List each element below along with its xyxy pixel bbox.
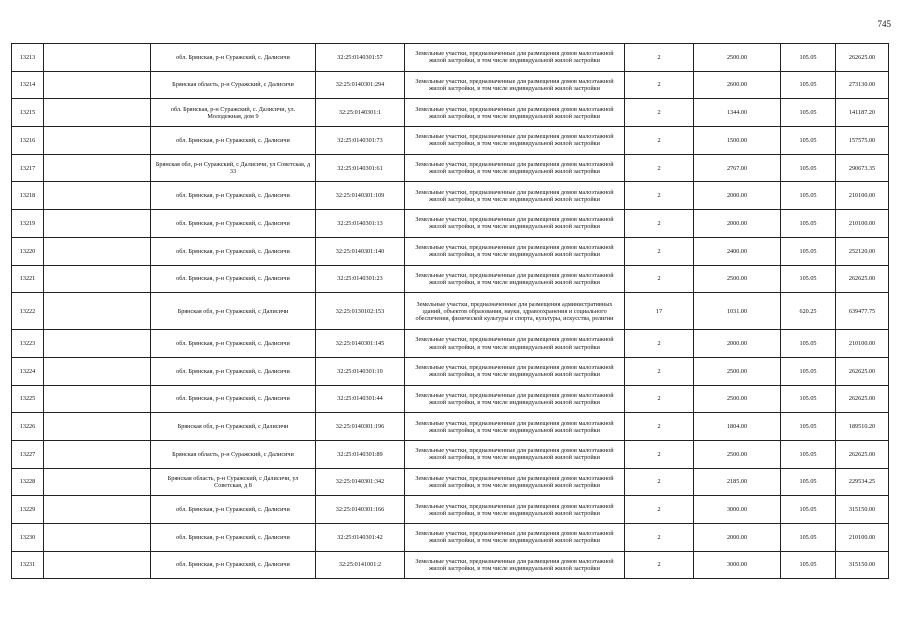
group-cell: 2: [625, 265, 694, 293]
land-purpose-cell: Земельные участки, предназначенные для размещения домов малоэтажной жилой застройки, в том числе индивидуальной жилой застройки: [405, 330, 625, 358]
table-row: [12, 385, 889, 413]
table-row: [12, 127, 889, 155]
group-cell: 2: [625, 496, 694, 524]
cadastral-value-cell: 315150.00: [836, 551, 889, 579]
group-cell: 17: [625, 293, 694, 330]
specific-value-cell: 105.05: [781, 496, 836, 524]
blank-cell: [44, 468, 151, 496]
blank-cell: [44, 551, 151, 579]
cadastral-number-cell: 32:25:0140301:294: [316, 71, 405, 99]
row-number-cell: 13230: [12, 524, 44, 552]
row-number-cell: 13225: [12, 385, 44, 413]
cadastral-value-cell: 290673.35: [836, 154, 889, 182]
area-cell: 2600.00: [694, 71, 781, 99]
area-cell: 2500.00: [694, 385, 781, 413]
cadastral-value-cell: 262625.00: [836, 357, 889, 385]
specific-value-cell: 105.05: [781, 357, 836, 385]
blank-cell: [44, 524, 151, 552]
area-cell: 2500.00: [694, 265, 781, 293]
address-cell: Брянская обл, р-н Суражский, с Далисичи: [151, 413, 316, 441]
address-cell: обл. Брянская, р-н Суражский, с. Далисичи: [151, 496, 316, 524]
area-cell: 2500.00: [694, 357, 781, 385]
row-number-cell: 13215: [12, 99, 44, 127]
table-row: [12, 496, 889, 524]
blank-cell: [44, 71, 151, 99]
land-purpose-cell: Земельные участки, предназначенные для размещения домов малоэтажной жилой застройки, в том числе индивидуальной жилой застройки: [405, 496, 625, 524]
blank-cell: [44, 496, 151, 524]
blank-cell: [44, 210, 151, 238]
area-cell: 2500.00: [694, 44, 781, 72]
group-cell: 2: [625, 551, 694, 579]
land-purpose-cell: Земельные участки, предназначенные для размещения домов малоэтажной жилой застройки, в том числе индивидуальной жилой застройки: [405, 127, 625, 155]
area-cell: 2000.00: [694, 210, 781, 238]
table-row: [12, 265, 889, 293]
cadastral-number-cell: 32:25:0140301:145: [316, 330, 405, 358]
blank-cell: [44, 154, 151, 182]
cadastral-value-cell: 157575.00: [836, 127, 889, 155]
table-row: [12, 237, 889, 265]
cadastral-number-cell: 32:25:0140301:196: [316, 413, 405, 441]
cadastral-number-cell: 32:25:0140301:140: [316, 237, 405, 265]
area-cell: 1031.00: [694, 293, 781, 330]
blank-cell: [44, 293, 151, 330]
table-row: [12, 210, 889, 238]
blank-cell: [44, 182, 151, 210]
table-row: [12, 182, 889, 210]
specific-value-cell: 105.05: [781, 210, 836, 238]
cadastral-number-cell: 32:25:0140301:44: [316, 385, 405, 413]
blank-cell: [44, 357, 151, 385]
specific-value-cell: 105.05: [781, 99, 836, 127]
cadastral-number-cell: 32:25:0140301:10: [316, 357, 405, 385]
group-cell: 2: [625, 210, 694, 238]
cadastral-value-cell: 262625.00: [836, 265, 889, 293]
area-cell: 3000.00: [694, 496, 781, 524]
table-row: [12, 71, 889, 99]
group-cell: 2: [625, 99, 694, 127]
row-number-cell: 13220: [12, 237, 44, 265]
specific-value-cell: 105.05: [781, 127, 836, 155]
cadastral-value-cell: 262625.00: [836, 385, 889, 413]
area-cell: 2185.00: [694, 468, 781, 496]
table-row: [12, 154, 889, 182]
address-cell: Брянская обл, р-н Суражский, с Далисичи: [151, 293, 316, 330]
land-purpose-cell: Земельные участки, предназначенные для размещения домов малоэтажной жилой застройки, в том числе индивидуальной жилой застройки: [405, 265, 625, 293]
cadastral-number-cell: 32:25:0140301:57: [316, 44, 405, 72]
specific-value-cell: 105.05: [781, 440, 836, 468]
area-cell: 1344.00: [694, 99, 781, 127]
area-cell: 2000.00: [694, 524, 781, 552]
table-row: [12, 524, 889, 552]
address-cell: обл. Брянская, р-н Суражский, с. Далисичи: [151, 237, 316, 265]
group-cell: 2: [625, 154, 694, 182]
row-number-cell: 13217: [12, 154, 44, 182]
row-number-cell: 13228: [12, 468, 44, 496]
specific-value-cell: 105.05: [781, 413, 836, 441]
table-row: [12, 357, 889, 385]
cadastral-number-cell: 32:25:0140301:23: [316, 265, 405, 293]
cadastral-value-cell: 210100.00: [836, 330, 889, 358]
blank-cell: [44, 440, 151, 468]
land-purpose-cell: Земельные участки, предназначенные для размещения домов малоэтажной жилой застройки, в том числе индивидуальной жилой застройки: [405, 385, 625, 413]
row-number-cell: 13227: [12, 440, 44, 468]
specific-value-cell: 105.05: [781, 71, 836, 99]
group-cell: 2: [625, 413, 694, 441]
cadastral-number-cell: 32:25:0140301:1: [316, 99, 405, 127]
cadastral-number-cell: 32:25:0140301:89: [316, 440, 405, 468]
land-purpose-cell: Земельные участки, предназначенные для размещения домов малоэтажной жилой застройки, в том числе индивидуальной жилой застройки: [405, 44, 625, 72]
land-purpose-cell: Земельные участки, предназначенные для размещения домов малоэтажной жилой застройки, в том числе индивидуальной жилой застройки: [405, 99, 625, 127]
cadastral-value-cell: 141187.20: [836, 99, 889, 127]
row-number-cell: 13219: [12, 210, 44, 238]
land-purpose-cell: Земельные участки, предназначенные для размещения домов малоэтажной жилой застройки, в том числе индивидуальной жилой застройки: [405, 413, 625, 441]
cadastral-value-cell: 273130.00: [836, 71, 889, 99]
address-cell: Брянская область, р-н Суражский, с Далисичи: [151, 440, 316, 468]
row-number-cell: 13222: [12, 293, 44, 330]
blank-cell: [44, 385, 151, 413]
address-cell: обл. Брянская, р-н Суражский, с. Далисичи: [151, 357, 316, 385]
specific-value-cell: 105.05: [781, 524, 836, 552]
land-purpose-cell: Земельные участки, предназначенные для размещения домов малоэтажной жилой застройки, в том числе индивидуальной жилой застройки: [405, 182, 625, 210]
row-number-cell: 13214: [12, 71, 44, 99]
area-cell: 2000.00: [694, 330, 781, 358]
blank-cell: [44, 413, 151, 441]
cadastral-number-cell: 32:25:0140301:73: [316, 127, 405, 155]
table-row: [12, 468, 889, 496]
land-purpose-cell: Земельные участки, предназначенные для размещения домов малоэтажной жилой застройки, в том числе индивидуальной жилой застройки: [405, 71, 625, 99]
row-number-cell: 13226: [12, 413, 44, 441]
group-cell: 2: [625, 524, 694, 552]
table-row: [12, 330, 889, 358]
cadastral-number-cell: 32:25:0141001:2: [316, 551, 405, 579]
specific-value-cell: 105.05: [781, 265, 836, 293]
cadastral-value-cell: 639477.75: [836, 293, 889, 330]
blank-cell: [44, 265, 151, 293]
group-cell: 2: [625, 330, 694, 358]
cadastral-value-cell: 210100.00: [836, 210, 889, 238]
row-number-cell: 13231: [12, 551, 44, 579]
table-row: [12, 99, 889, 127]
specific-value-cell: 105.05: [781, 237, 836, 265]
table-body: [12, 44, 889, 579]
table-row: [12, 440, 889, 468]
cadastral-number-cell: 32:25:0140301:166: [316, 496, 405, 524]
address-cell: обл. Брянская, р-н Суражский, с. Далисичи: [151, 182, 316, 210]
table-row: [12, 293, 889, 330]
group-cell: 2: [625, 127, 694, 155]
row-number-cell: 13218: [12, 182, 44, 210]
land-purpose-cell: Земельные участки, предназначенные для размещения административных зданий, объектов образования, науки, здравоохранения и социального обеспечения, физической культуры и спорта, культуры, искусства, религии: [405, 293, 625, 330]
group-cell: 2: [625, 357, 694, 385]
group-cell: 2: [625, 44, 694, 72]
area-cell: 2767.00: [694, 154, 781, 182]
land-purpose-cell: Земельные участки, предназначенные для размещения домов малоэтажной жилой застройки, в том числе индивидуальной жилой застройки: [405, 154, 625, 182]
row-number-cell: 13224: [12, 357, 44, 385]
specific-value-cell: 105.05: [781, 154, 836, 182]
address-cell: обл. Брянская, р-н Суражский, с. Далисичи: [151, 44, 316, 72]
cadastral-value-cell: 189510.20: [836, 413, 889, 441]
specific-value-cell: 105.05: [781, 385, 836, 413]
area-cell: 2500.00: [694, 440, 781, 468]
row-number-cell: 13213: [12, 44, 44, 72]
address-cell: обл. Брянская, р-н Суражский, с. Далисичи: [151, 385, 316, 413]
cadastral-value-cell: 315150.00: [836, 496, 889, 524]
specific-value-cell: 105.05: [781, 182, 836, 210]
address-cell: обл. Брянская, р-н Суражский, с. Далисичи: [151, 127, 316, 155]
row-number-cell: 13223: [12, 330, 44, 358]
specific-value-cell: 105.05: [781, 44, 836, 72]
cadastral-number-cell: 32:25:0140301:13: [316, 210, 405, 238]
blank-cell: [44, 99, 151, 127]
land-purpose-cell: Земельные участки, предназначенные для размещения домов малоэтажной жилой застройки, в том числе индивидуальной жилой застройки: [405, 551, 625, 579]
table-row: [12, 413, 889, 441]
cadastral-value-cell: 210100.00: [836, 524, 889, 552]
cadastral-value-cell: 210100.00: [836, 182, 889, 210]
address-cell: обл. Брянская, р-н Суражский, с. Далисичи, ул. Молодежная, дом 9: [151, 99, 316, 127]
cadastral-value-cell: 229534.25: [836, 468, 889, 496]
blank-cell: [44, 330, 151, 358]
address-cell: Брянская область, р-н Суражский, с Далисичи, ул Советская, д 8: [151, 468, 316, 496]
address-cell: обл. Брянская, р-н Суражский, с. Далисичи: [151, 330, 316, 358]
group-cell: 2: [625, 71, 694, 99]
land-purpose-cell: Земельные участки, предназначенные для размещения домов малоэтажной жилой застройки, в том числе индивидуальной жилой застройки: [405, 237, 625, 265]
land-purpose-cell: Земельные участки, предназначенные для размещения домов малоэтажной жилой застройки, в том числе индивидуальной жилой застройки: [405, 524, 625, 552]
area-cell: 1804.00: [694, 413, 781, 441]
cadastral-number-cell: 32:25:0130102:153: [316, 293, 405, 330]
cadastral-value-table: [11, 43, 889, 579]
table-row: [12, 551, 889, 579]
address-cell: обл. Брянская, р-н Суражский, с. Далисичи: [151, 265, 316, 293]
cadastral-value-cell: 252120.00: [836, 237, 889, 265]
area-cell: 1500.00: [694, 127, 781, 155]
address-cell: Брянская обл, р-н Суражский, с Далисичи, ул Советская, д 33: [151, 154, 316, 182]
specific-value-cell: 620.25: [781, 293, 836, 330]
row-number-cell: 13221: [12, 265, 44, 293]
address-cell: обл. Брянская, р-н Суражский, с. Далисичи: [151, 524, 316, 552]
land-purpose-cell: Земельные участки, предназначенные для размещения домов малоэтажной жилой застройки, в том числе индивидуальной жилой застройки: [405, 468, 625, 496]
blank-cell: [44, 44, 151, 72]
table-row: [12, 44, 889, 72]
row-number-cell: 13229: [12, 496, 44, 524]
specific-value-cell: 105.05: [781, 468, 836, 496]
address-cell: Брянская область, р-н Суражский, с Далисичи: [151, 71, 316, 99]
cadastral-value-cell: 262625.00: [836, 440, 889, 468]
page-number: 745: [877, 19, 891, 29]
blank-cell: [44, 237, 151, 265]
cadastral-number-cell: 32:25:0140301:61: [316, 154, 405, 182]
area-cell: 3000.00: [694, 551, 781, 579]
cadastral-number-cell: 32:25:0140301:109: [316, 182, 405, 210]
cadastral-number-cell: 32:25:0140301:42: [316, 524, 405, 552]
specific-value-cell: 105.05: [781, 330, 836, 358]
blank-cell: [44, 127, 151, 155]
specific-value-cell: 105.05: [781, 551, 836, 579]
land-purpose-cell: Земельные участки, предназначенные для размещения домов малоэтажной жилой застройки, в том числе индивидуальной жилой застройки: [405, 357, 625, 385]
group-cell: 2: [625, 182, 694, 210]
area-cell: 2000.00: [694, 182, 781, 210]
land-purpose-cell: Земельные участки, предназначенные для размещения домов малоэтажной жилой застройки, в том числе индивидуальной жилой застройки: [405, 440, 625, 468]
area-cell: 2400.00: [694, 237, 781, 265]
address-cell: обл. Брянская, р-н Суражский, с. Далисичи: [151, 210, 316, 238]
cadastral-value-cell: 262625.00: [836, 44, 889, 72]
row-number-cell: 13216: [12, 127, 44, 155]
land-purpose-cell: Земельные участки, предназначенные для размещения домов малоэтажной жилой застройки, в том числе индивидуальной жилой застройки: [405, 210, 625, 238]
address-cell: обл. Брянская, р-н Суражский, с. Далисичи: [151, 551, 316, 579]
group-cell: 2: [625, 468, 694, 496]
group-cell: 2: [625, 440, 694, 468]
group-cell: 2: [625, 237, 694, 265]
cadastral-number-cell: 32:25:0140301:342: [316, 468, 405, 496]
group-cell: 2: [625, 385, 694, 413]
